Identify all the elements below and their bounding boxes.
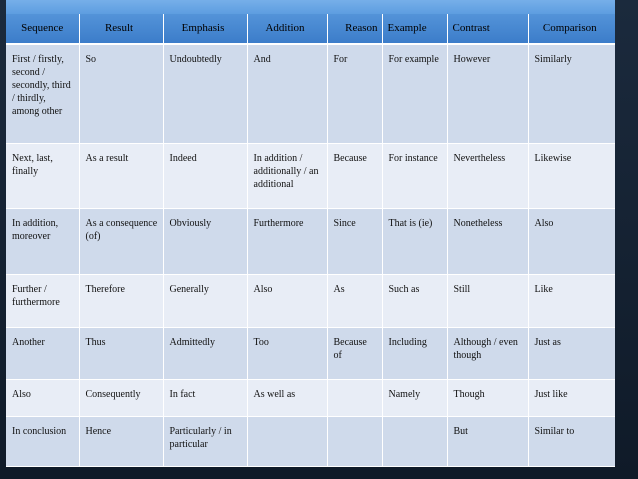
table-cell: Though <box>447 380 528 417</box>
table-cell: That is (ie) <box>382 209 447 275</box>
table-cell: Nonetheless <box>447 209 528 275</box>
table-cell: Particularly / in particular <box>163 416 247 466</box>
table-row <box>6 44 615 143</box>
table-cell: Generally <box>163 275 247 328</box>
header-example: Example <box>382 0 447 44</box>
table-row <box>6 380 615 417</box>
table-cell: Just like <box>528 380 615 417</box>
table-cell: Further / furthermore <box>6 275 79 328</box>
table-cell: As well as <box>247 380 327 417</box>
table-cell: Such as <box>382 275 447 328</box>
table-cell: For <box>327 44 382 143</box>
table-cell <box>247 416 327 466</box>
table-cell: Thus <box>79 328 163 380</box>
header-reason: Reason <box>327 0 382 44</box>
table-cell: Next, last, finally <box>6 143 79 209</box>
table-cell: As <box>327 275 382 328</box>
table-cell: In conclusion <box>6 416 79 466</box>
table-cell: Also <box>528 209 615 275</box>
table-cell: In addition / additionally / an additional <box>247 143 327 209</box>
table-row <box>6 209 615 275</box>
table-cell: Admittedly <box>163 328 247 380</box>
table-cell: Because of <box>327 328 382 380</box>
transition-words-table <box>6 0 615 467</box>
table-cell: Including <box>382 328 447 380</box>
table-cell: Still <box>447 275 528 328</box>
header-emphasis: Emphasis <box>163 0 247 44</box>
header-comparison: Comparison <box>528 0 615 44</box>
table-cell: In fact <box>163 380 247 417</box>
table-cell: Nevertheless <box>447 143 528 209</box>
header-sequence: Sequence <box>6 0 79 44</box>
table-cell: Hence <box>79 416 163 466</box>
table-cell: As a result <box>79 143 163 209</box>
table-cell: Since <box>327 209 382 275</box>
header-result: Result <box>79 0 163 44</box>
table-cell: Furthermore <box>247 209 327 275</box>
table-cell: Because <box>327 143 382 209</box>
table-cell: Also <box>247 275 327 328</box>
table-cell: Just as <box>528 328 615 380</box>
table-row <box>6 328 615 380</box>
table-cell: So <box>79 44 163 143</box>
table-cell: Undoubtedly <box>163 44 247 143</box>
table-cell: Obviously <box>163 209 247 275</box>
table-cell: However <box>447 44 528 143</box>
table-cell: Similar to <box>528 416 615 466</box>
table-cell: Although / even though <box>447 328 528 380</box>
table-cell: Similarly <box>528 44 615 143</box>
table-cell: Indeed <box>163 143 247 209</box>
table-cell: Consequently <box>79 380 163 417</box>
table-cell: And <box>247 44 327 143</box>
table-grid <box>6 0 615 467</box>
table-cell: Like <box>528 275 615 328</box>
table-row <box>6 275 615 328</box>
header-contrast: Contrast <box>447 0 528 44</box>
table-cell: For example <box>382 44 447 143</box>
table-cell <box>327 380 382 417</box>
table-cell <box>327 416 382 466</box>
table-row <box>6 143 615 209</box>
table-cell: In addition, moreover <box>6 209 79 275</box>
table-cell <box>382 416 447 466</box>
table-row <box>6 416 615 466</box>
table-cell: Therefore <box>79 275 163 328</box>
table-cell: Another <box>6 328 79 380</box>
header-addition: Addition <box>247 0 327 44</box>
table-cell: First / firstly, second / secondly, third / thirdly, among other <box>6 44 79 143</box>
table-header-row <box>6 0 615 44</box>
table-cell: But <box>447 416 528 466</box>
table-cell: Too <box>247 328 327 380</box>
table-cell: Also <box>6 380 79 417</box>
table-cell: Namely <box>382 380 447 417</box>
table-cell: For instance <box>382 143 447 209</box>
table-cell: As a consequence (of) <box>79 209 163 275</box>
table-cell: Likewise <box>528 143 615 209</box>
